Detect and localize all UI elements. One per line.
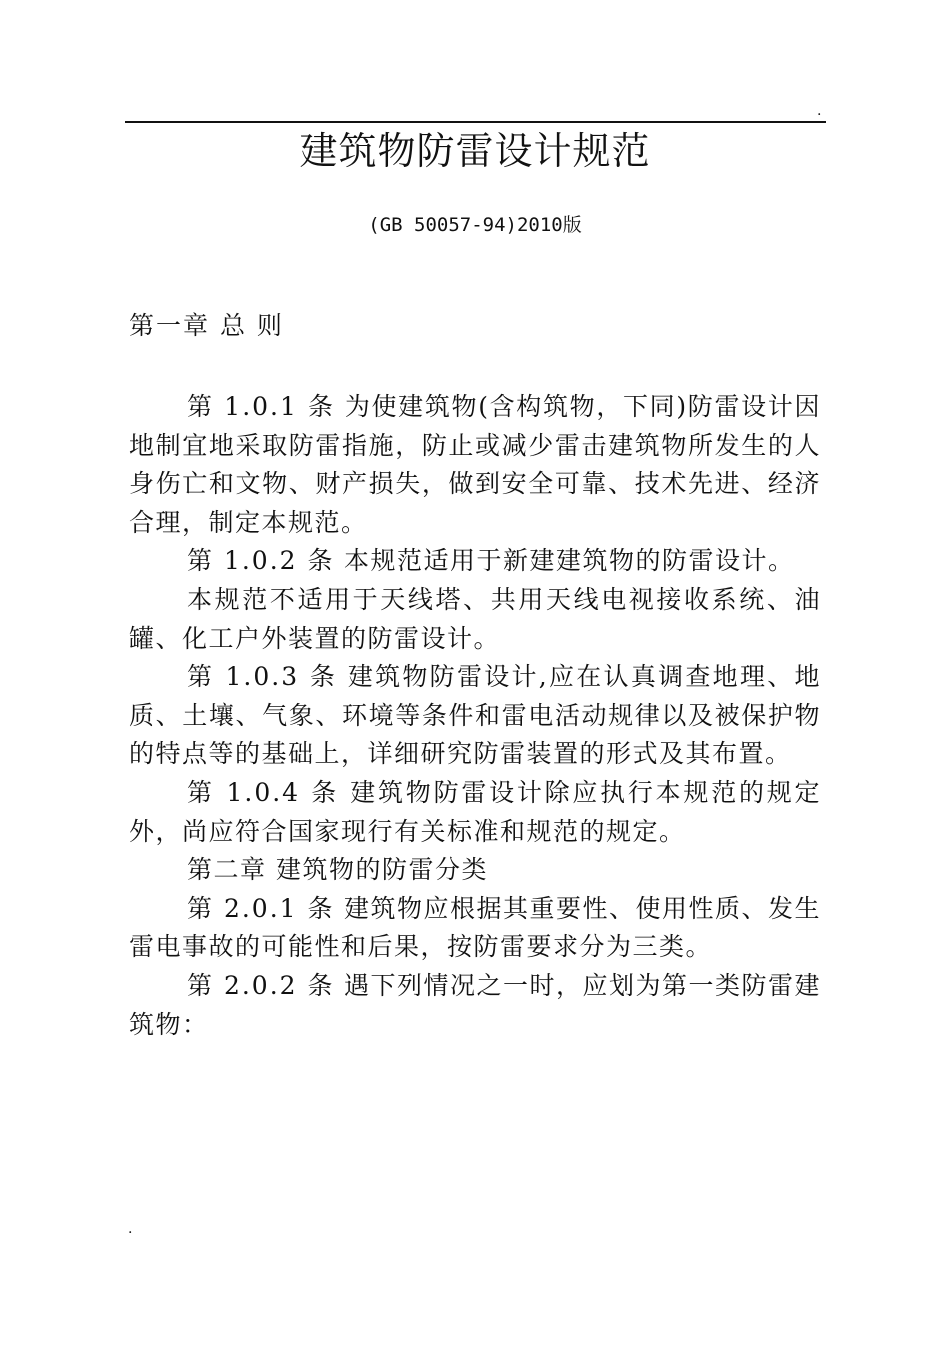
article-number: 第 2.0.1 条: [187, 893, 335, 923]
paragraph-text: 为使建筑物(含构筑物，下同)防雷设计因地制宜地采取防雷指施，防止或减少雷击建筑物所发生的人身伤亡和文物、财产损失，做到安全可靠、技术先进、经济合理，制定本规范。: [129, 392, 821, 537]
article-number: 第 1.0.1 条: [187, 392, 336, 421]
footer-corner-mark: .: [128, 1221, 133, 1237]
paragraph-scope-exclusion: [129, 581, 821, 658]
paragraph-text: 建筑物应根据其重要性、使用性质、发生雷电事故的可能性和后果，按防雷要求分为三类。: [129, 893, 821, 962]
document-title: 建筑物防雷设计规范: [299, 129, 651, 173]
paragraph-text: 第二章 建筑物的防雷分类: [187, 855, 488, 885]
paragraph-text: 建筑物防雷设计,应在认真调查地理、地质、土壤、气象、环境等条件和雷电活动规律以及被保护物的特点等的基础上，详细研究防雷装置的形式及其布置。: [129, 662, 821, 769]
paragraph-1-0-1: [129, 388, 821, 542]
article-number: 第 1.0.3 条: [187, 662, 338, 692]
document-subtitle: (GB 50057-94)2010版: [368, 214, 582, 236]
paragraph-2-0-1: [129, 890, 821, 967]
paragraph-2-0-2: [129, 967, 821, 1044]
article-number: 第 1.0.4 条: [187, 777, 340, 807]
paragraph-1-0-4: [129, 774, 821, 851]
chapter-two-heading: [129, 851, 821, 890]
paragraph-1-0-3: [129, 658, 821, 774]
paragraph-text: 本规范适用于新建建筑物的防雷设计。: [334, 546, 795, 576]
article-number: 第 1.0.2 条: [187, 546, 335, 576]
header-corner-mark: .: [817, 103, 822, 119]
body-text: [129, 388, 821, 1044]
paragraph-text: 遇下列情况之一时，应划为第一类防雷建筑物：: [129, 970, 821, 1039]
chapter-one-heading: 第一章 总 则: [129, 311, 284, 340]
paragraph-text: 本规范不适用于天线塔、共用天线电视接收系统、油罐、化工户外装置的防雷设计。: [129, 584, 821, 653]
paragraph-1-0-2: [129, 542, 821, 581]
paragraph-text: 建筑物防雷设计除应执行本规范的规定外，尚应符合国家现行有关标准和规范的规定。: [129, 777, 821, 846]
header-rule: [125, 121, 826, 123]
article-number: 第 2.0.2 条: [187, 970, 335, 1000]
